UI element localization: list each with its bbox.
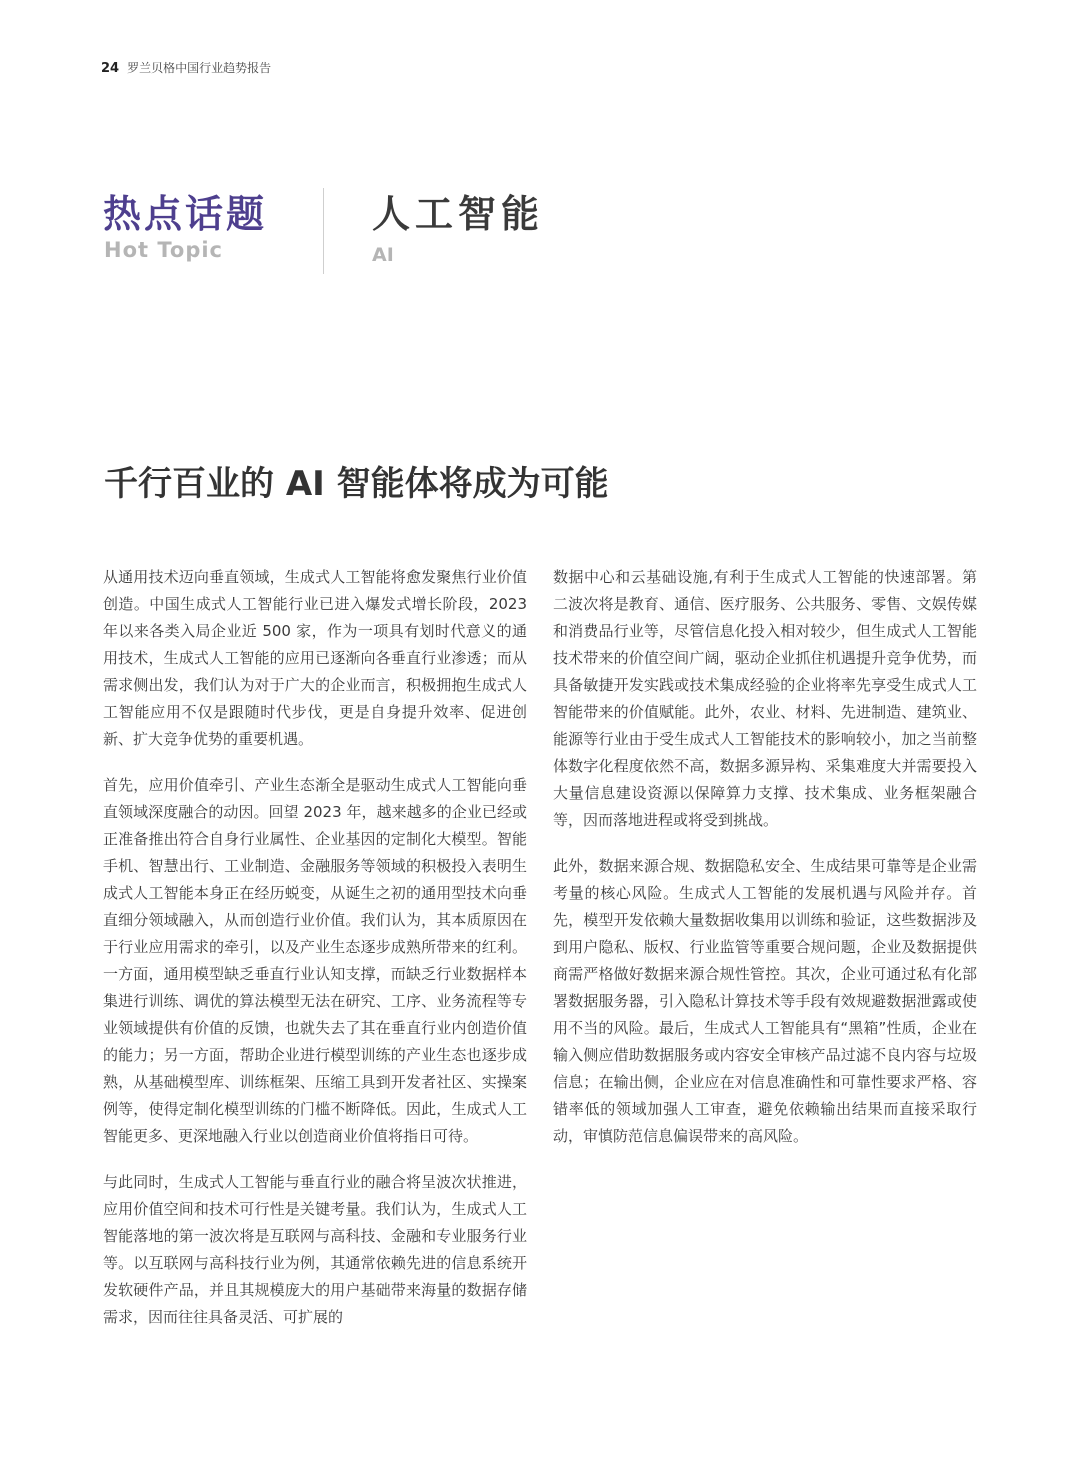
article-title: 千行百业的 AI 智能体将成为可能 [104,464,609,504]
left-column [103,564,527,1350]
topic-title-en: AI [372,244,394,266]
body-paragraph: 从通用技术迈向垂直领域，生成式人工智能将愈发聚焦行业价值创造。中国生成式人工智能行业已进入爆发式增长阶段，2023 年以来各类入局企业近 500 家，作为一项具有划时代意义的通用技术，生成式人工智能的应用已逐渐向各垂直行业渗透；而从需求侧出发，我们认为对于广大的企业而言，积极拥抱生成式人工智能应用不仅是跟随时代步伐，更是自身提升效率、促进创新、扩大竞争优势的重要机遇。 [103,568,527,748]
section-divider [323,188,324,274]
body-paragraph: 与此同时，生成式人工智能与垂直行业的融合将呈波次状推进，应用价值空间和技术可行性是关键考量。我们认为，生成式人工智能落地的第一波次将是互联网与高科技、金融和专业服务行业等。以互联网与高科技行业为例，其通常依赖先进的信息系统开发软硬件产品，并且其规模庞大的用户基础带来海量的数据存储需求，因而往往具备灵活、可扩展的 [103,1173,527,1326]
body-paragraph: 数据中心和云基础设施,有利于生成式人工智能的快速部署。第二波次将是教育、通信、医疗服务、公共服务、零售、文娱传媒和消费品行业等，尽管信息化投入相对较少，但生成式人工智能技术带来的价值空间广阔，驱动企业抓住机遇提升竞争优势，而具备敏捷开发实践或技术集成经验的企业将率先享受生成式人工智能带来的价值赋能。此外，农业、材料、先进制造、建筑业、能源等行业由于受生成式人工智能技术的影响较小，加之当前整体数字化程度依然不高，数据多源异构、采集难度大并需要投入大量信息建设资源以保障算力支撑、技术集成、业务框架融合等，因而落地进程或将受到挑战。 [553,568,977,829]
section-label-zh: 热点话题 [103,192,268,236]
page-number: 24 [101,61,120,76]
body-paragraph: 此外，数据来源合规、数据隐私安全、生成结果可靠等是企业需考量的核心风险。生成式人工智能的发展机遇与风险并存。首先，模型开发依赖大量数据收集用以训练和验证，这些数据涉及到用户隐私、版权、行业监管等重要合规问题，企业及数据提供商需严格做好数据来源合规性管控。其次，企业可通过私有化部署数据服务器，引入隐私计算技术等手段有效规避数据泄露或使用不当的风险。最后，生成式人工智能具有“黑箱”性质，企业在输入侧应借助数据服务或内容安全审核产品过滤不良内容与垃圾信息；在输出侧，企业应在对信息准确性和可靠性要求严格、容错率低的领域加强人工审查，避免依赖输出结果而直接采取行动，审慎防范信息偏误带来的高风险。 [553,857,977,1145]
section-label-en: Hot Topic [104,238,223,262]
topic-title-zh: 人工智能 [372,192,545,236]
report-title: 罗兰贝格中国行业趋势报告 [127,61,272,75]
running-header [101,59,271,76]
right-column [553,564,977,1169]
body-paragraph: 首先，应用价值牵引、产业生态渐全是驱动生成式人工智能向垂直领域深度融合的动因。回望 2023 年，越来越多的企业已经或正准备推出符合自身行业属性、企业基因的定制化大模型。智能手机、智慧出行、工业制造、金融服务等领域的积极投入表明生成式人工智能本身正在经历蜕变，从诞生之初的通用型技术向垂直细分领域融入，从而创造行业价值。我们认为，其本质原因在于行业应用需求的牵引，以及产业生态逐步成熟所带来的红利。一方面，通用模型缺乏垂直行业认知支撑，而缺乏行业数据样本集进行训练、调优的算法模型无法在研究、工序、业务流程等专业领域提供有价值的反馈，也就失去了其在垂直行业内创造价值的能力；另一方面，帮助企业进行模型训练的产业生态也逐步成熟，从基础模型库、训练框架、压缩工具到开发者社区、实操案例等，使得定制化模型训练的门槛不断降低。因此，生成式人工智能更多、更深地融入行业以创造商业价值将指日可待。 [103,776,527,1145]
